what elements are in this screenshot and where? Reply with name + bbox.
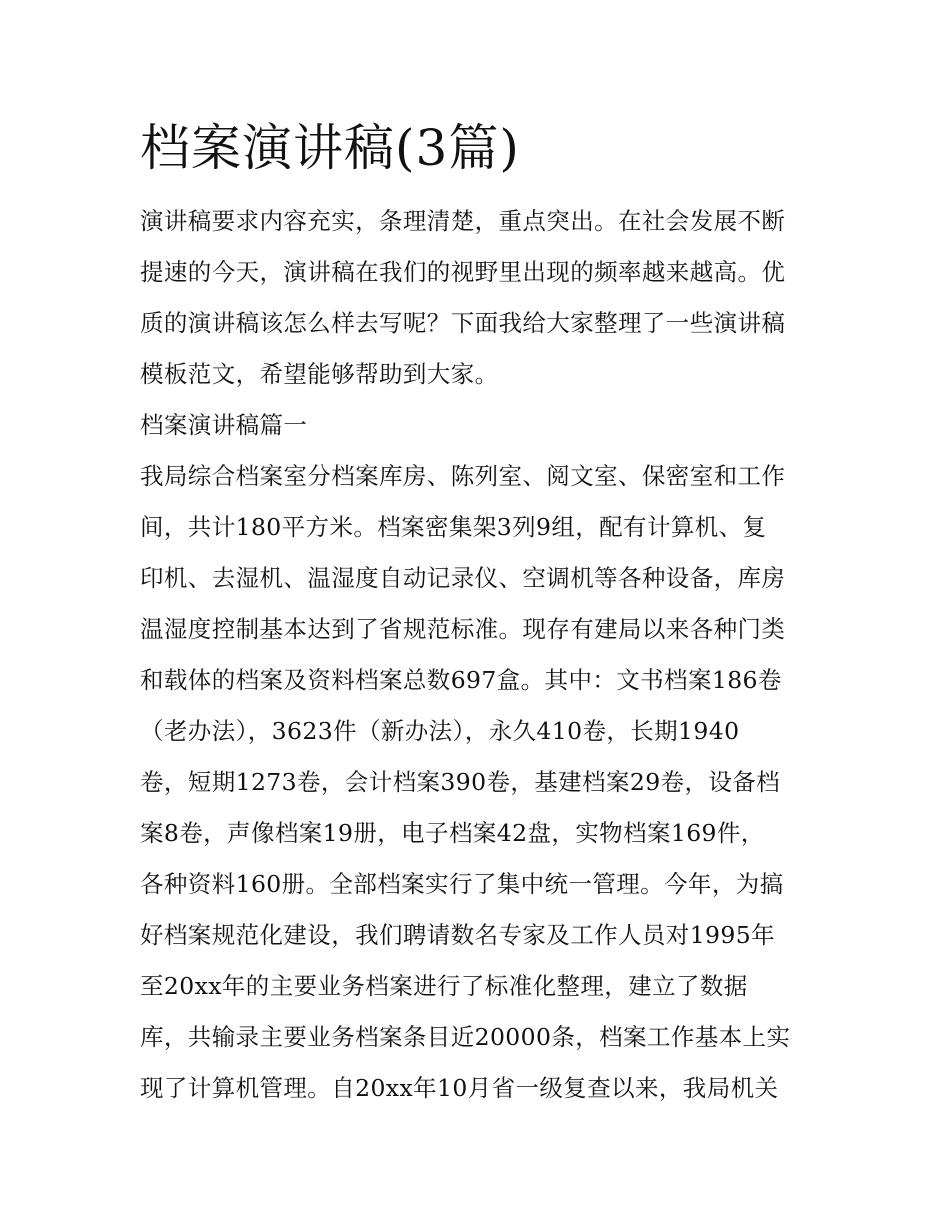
intro-line-3: 质的演讲稿该怎么样去写呢？下面我给大家整理了一些演讲稿 (140, 309, 786, 337)
section-heading: 档案演讲稿篇一 (140, 411, 308, 439)
body-line-7: 卷，短期1273卷，会计档案390卷，基建档案29卷，设备档 (140, 768, 781, 796)
body-line-11: 至20xx年的主要业务档案进行了标准化整理，建立了数据 (140, 972, 748, 1000)
document-page (140, 112, 820, 1114)
body-line-10: 好档案规范化建设，我们聘请数名专家及工作人员对1995年 (140, 921, 776, 949)
document-title: 档案演讲稿(3篇) (140, 119, 520, 177)
intro-line-1: 演讲稿要求内容充实，条理清楚，重点突出。在社会发展不断 (140, 207, 786, 235)
intro-line-4: 模板范文，希望能够帮助到大家。 (140, 360, 499, 388)
body-line-3: 印机、去湿机、温湿度自动记录仪、空调机等各种设备，库房 (140, 564, 786, 592)
body-line-9: 各种资料160册。全部档案实行了集中统一管理。今年，为搞 (140, 870, 784, 898)
document-body (140, 196, 820, 1114)
body-line-8: 案8卷，声像档案19册，电子档案42盘，实物档案169件， (140, 819, 765, 847)
body-line-2: 间，共计180平方米。档案密集架3列9组，配有计算机、复 (140, 513, 767, 541)
body-line-1: 我局综合档案室分档案库房、陈列室、阅文室、保密室和工作 (140, 462, 786, 490)
body-line-5: 和载体的档案及资料档案总数697盒。其中：文书档案186卷 (140, 666, 782, 694)
body-line-12: 库，共输录主要业务档案条目近20000条，档案工作基本上实 (140, 1023, 791, 1051)
body-line-6: （老办法），3623件（新办法），永久410卷，长期1940 (140, 717, 740, 745)
intro-line-2: 提速的今天，演讲稿在我们的视野里出现的频率越来越高。优 (140, 258, 786, 286)
body-line-13: 现了计算机管理。自20xx年10月省一级复查以来，我局机关 (140, 1074, 779, 1102)
body-line-4: 温湿度控制基本达到了省规范标准。现存有建局以来各种门类 (140, 615, 786, 643)
